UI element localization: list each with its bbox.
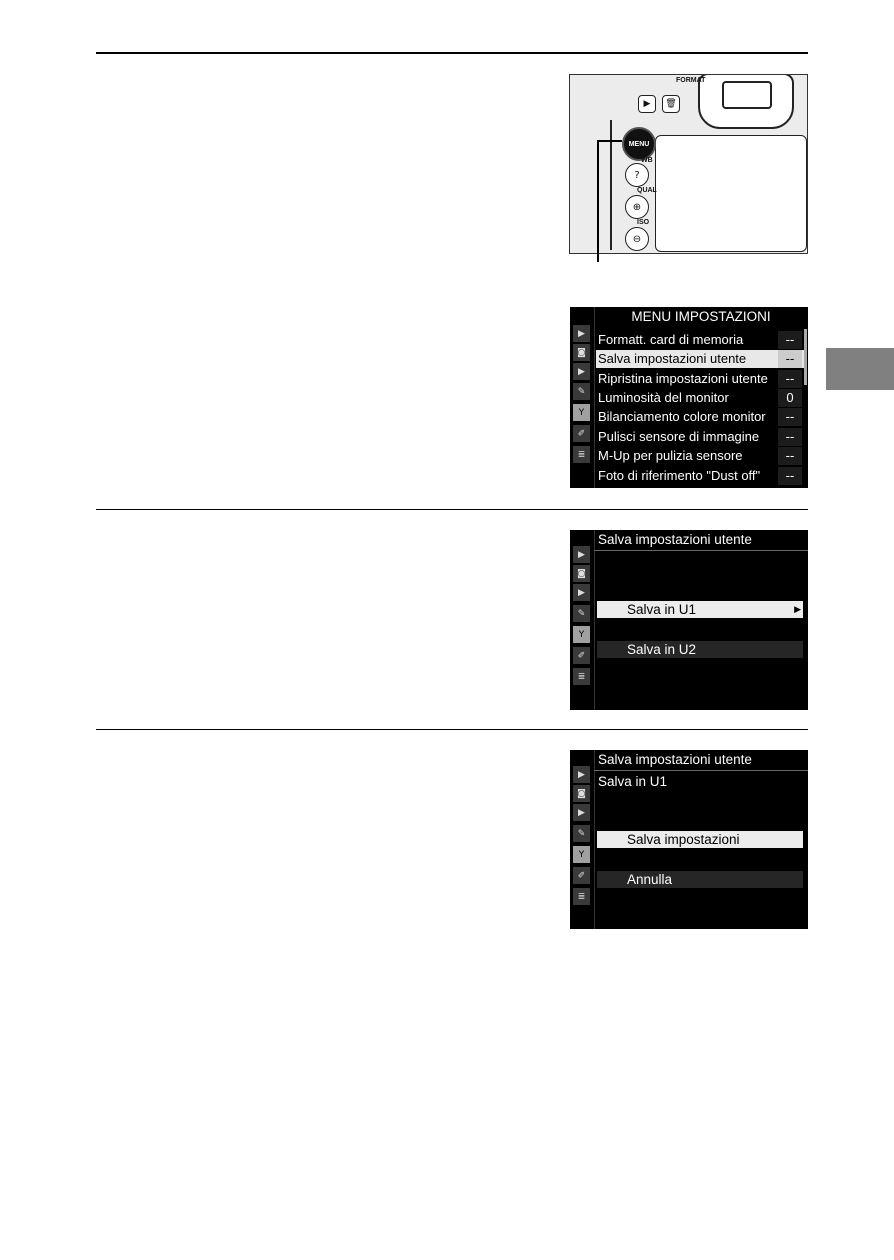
movie-icon[interactable]: ▶ [573, 584, 590, 601]
help-protect-button[interactable]: ? [625, 163, 649, 187]
wrench-icon[interactable]: Y [573, 404, 590, 421]
menu-item-label: Ripristina impostazioni utente [598, 371, 768, 386]
screen-title: Salva impostazioni utente [598, 752, 752, 767]
retouch-icon[interactable]: ✐ [573, 647, 590, 664]
callout-line-horizontal [597, 140, 622, 142]
menu-tab-bar [570, 530, 594, 710]
callout-line-vertical [597, 140, 599, 262]
camera-back-illustration [569, 74, 808, 254]
menu-tab-bar [570, 750, 594, 929]
menu-item-label: Pulisci sensore di immagine [598, 429, 760, 444]
divider [594, 530, 595, 710]
option-label: Salva in U2 [627, 642, 697, 657]
movie-icon[interactable]: ▶ [573, 363, 590, 380]
screen-title: Salva impostazioni utente [598, 532, 752, 547]
menu-item-value: -- [778, 370, 802, 388]
menu-item-label: Luminosità del monitor [598, 390, 729, 405]
section-rule-3 [96, 729, 808, 730]
menu-item-label: M-Up per pulizia sensore [598, 448, 743, 463]
recent-settings-icon[interactable]: ≣ [573, 668, 590, 685]
option-save-u2[interactable] [597, 641, 803, 658]
movie-icon[interactable]: ▶ [573, 804, 590, 821]
option-save-settings[interactable] [597, 831, 803, 848]
menu-title: MENU IMPOSTAZIONI [631, 309, 771, 324]
option-label: Annulla [627, 872, 673, 887]
menu-item-value: -- [778, 467, 802, 485]
menu-item-label: Foto di riferimento "Dust off" [598, 468, 761, 483]
wrench-icon[interactable]: Y [573, 846, 590, 863]
playback-icon[interactable]: ▶ [573, 325, 590, 342]
divider [594, 750, 595, 929]
scrollbar[interactable] [804, 329, 807, 385]
playback-icon[interactable]: ▶ [573, 546, 590, 563]
save-user-settings-screen [570, 530, 808, 710]
arrow-right-icon: ▶ [794, 604, 801, 614]
menu-item-label: Formatt. card di memoria [598, 332, 744, 347]
title-rule [594, 550, 808, 551]
menu-tab-bar [570, 307, 594, 488]
menu-item-value: -- [778, 408, 802, 426]
menu-button[interactable]: MENU [622, 127, 656, 161]
qual-label: QUAL [637, 187, 657, 194]
pencil-icon[interactable]: ✎ [573, 825, 590, 842]
zoom-out-button[interactable]: ⊖ [625, 227, 649, 251]
option-label: Salva in U1 [627, 602, 697, 617]
retouch-icon[interactable]: ✐ [573, 425, 590, 442]
setup-menu-screen [570, 307, 808, 488]
recent-settings-icon[interactable]: ≣ [573, 888, 590, 905]
pencil-icon[interactable]: ✎ [573, 605, 590, 622]
divider [594, 307, 595, 488]
menu-item-value: -- [778, 428, 802, 446]
iso-label: ISO [637, 219, 650, 226]
wb-label: WB [641, 157, 653, 164]
section-rule-2 [96, 509, 808, 510]
playback-button[interactable]: ▶ [638, 95, 656, 113]
menu-item-clean-sensor[interactable] [596, 428, 804, 446]
menu-item-label: Salva impostazioni utente [598, 351, 747, 366]
menu-item-mirror-up-cleaning[interactable] [596, 447, 804, 465]
delete-button[interactable]: 🗑 [662, 95, 680, 113]
camera-monitor [655, 135, 807, 252]
format-label: FORMAT [676, 77, 706, 84]
confirm-save-screen [570, 750, 808, 929]
menu-item-monitor-color-balance[interactable] [596, 408, 804, 426]
menu-item-monitor-brightness[interactable] [596, 389, 804, 407]
menu-item-dust-off-photo[interactable] [596, 467, 804, 485]
option-label: Salva impostazioni [627, 832, 740, 847]
menu-item-reset-user-settings[interactable] [596, 370, 804, 388]
wrench-icon[interactable]: Y [573, 626, 590, 643]
menu-item-save-user-settings[interactable] [596, 350, 804, 368]
top-rule [96, 52, 808, 54]
viewfinder-eyepiece [698, 74, 794, 129]
option-cancel[interactable] [597, 871, 803, 888]
menu-item-format[interactable] [596, 331, 804, 349]
retouch-icon[interactable]: ✐ [573, 867, 590, 884]
menu-item-value: -- [778, 447, 802, 465]
recent-settings-icon[interactable]: ≣ [573, 446, 590, 463]
camera-icon[interactable]: ◙ [573, 565, 590, 582]
camera-icon[interactable]: ◙ [573, 785, 590, 802]
chapter-tab [826, 348, 894, 390]
option-save-u1[interactable] [597, 601, 803, 618]
screen-subtitle: Salva in U1 [598, 774, 668, 789]
playback-icon[interactable]: ▶ [573, 766, 590, 783]
menu-item-label: Bilanciamento colore monitor [598, 409, 766, 424]
menu-item-value: -- [778, 350, 802, 368]
menu-item-value: 0 [778, 389, 802, 407]
zoom-in-button[interactable]: ⊕ [625, 195, 649, 219]
menu-item-value: -- [778, 331, 802, 349]
camera-icon[interactable]: ◙ [573, 344, 590, 361]
title-rule [594, 770, 808, 771]
pencil-icon[interactable]: ✎ [573, 383, 590, 400]
